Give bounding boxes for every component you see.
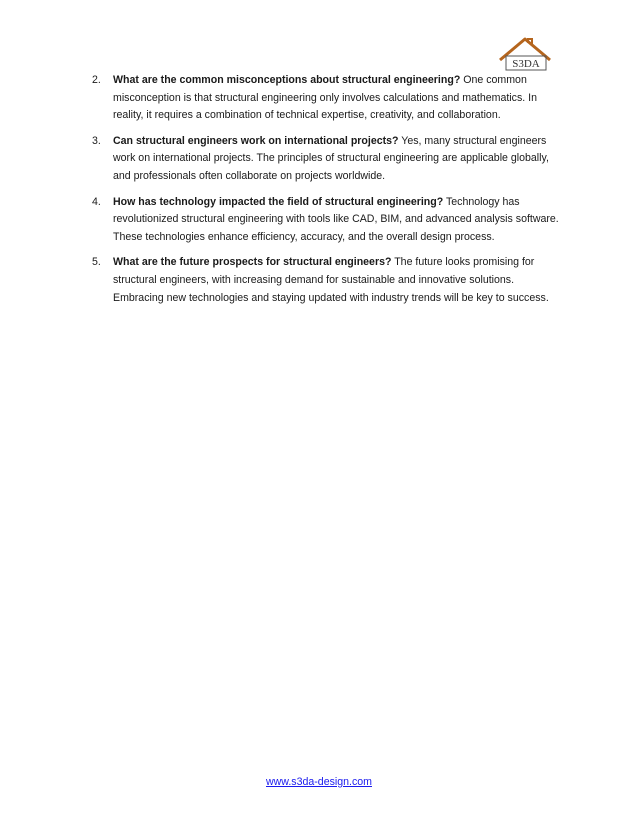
svg-text:S3DA: S3DA [512,58,540,70]
faq-question: Can structural engineers work on international projects? [113,134,399,147]
faq-question: What are the future prospects for structural engineers? [113,256,392,269]
faq-item [92,133,562,186]
faq-number: 2. [92,74,101,86]
faq-number: 5. [92,256,101,269]
faq-question: How has technology impacted the field of structural engineering? [113,195,444,208]
faq-answer: The future looks promising for structural engineers, with increasing demand for sustainable and innovative solutions. Embracing new technologies and staying updated with industry trends will be key to success. [113,256,549,304]
faq-answer: One common misconception is that structural engineering only involves calculations and mathematics. In reality, it requires a combination of technical expertise, creativity, and collaboration. [113,74,537,122]
faq-item [92,72,562,125]
faq-question: What are the common misconceptions about structural engineering? [113,74,461,86]
faq-number: 4. [92,195,101,208]
faq-number: 3. [92,134,101,147]
footer-website-link[interactable]: www.s3da-design.com [266,776,372,788]
faq-answer: Yes, many structural engineers work on international projects. The principles of structural engineering are applicable globally, and professionals often collaborate on projects worldwide. [113,134,549,182]
faq-item [92,194,562,247]
faq-answer: Technology has revolutionized structural engineering with tools like CAD, BIM, and advanced analysis software. These technologies enhance efficiency, accuracy, and the overall design process. [113,195,559,243]
faq-list [92,72,562,315]
s3da-logo [498,36,554,74]
faq-item [92,254,562,307]
